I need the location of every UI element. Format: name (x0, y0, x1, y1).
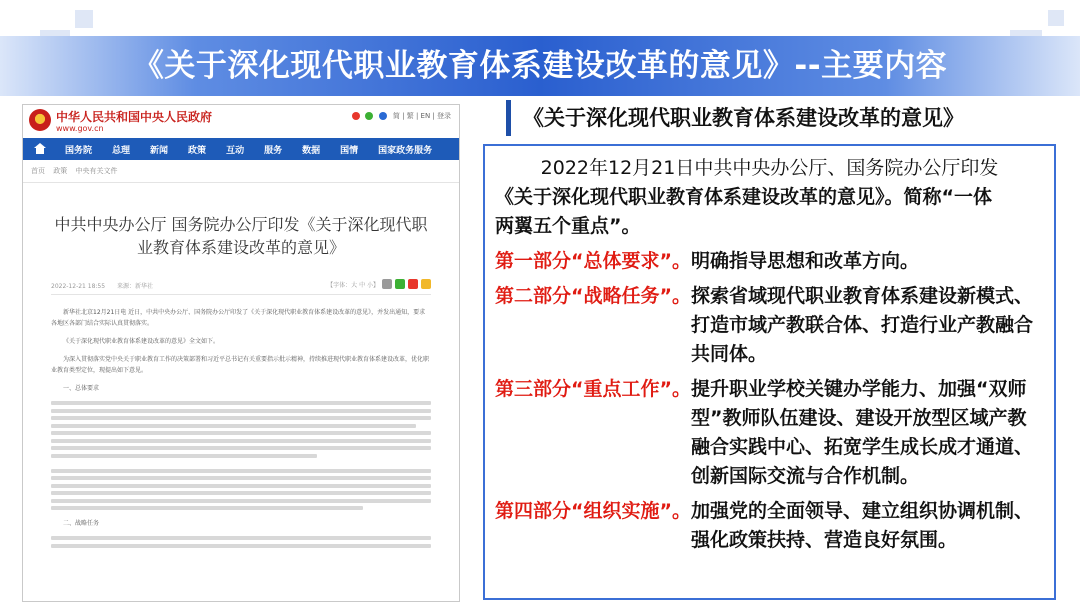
meta-source: 来源：新华社 (117, 283, 154, 290)
decor-square (75, 10, 93, 28)
part-label: 第二部分“战略任务”。 (495, 285, 691, 307)
nav-item[interactable]: 服务 (264, 145, 283, 156)
part-text: 探索省域现代职业教育体系建设新模式、打造市域产教联合体、打造行业产教融合共同体。 (690, 285, 1033, 365)
print-icon[interactable] (382, 279, 392, 289)
summary-part-1 (495, 247, 1044, 276)
weibo-share-icon[interactable] (408, 279, 418, 289)
summary-heading: 《关于深化现代职业教育体系建设改革的意见》 (506, 100, 964, 136)
part-label: 第三部分“重点工作”。 (495, 378, 691, 400)
article-section-heading: 一、总体要求 (63, 385, 100, 392)
meta-date: 2022-12-21 18:55 (51, 283, 106, 290)
breadcrumb-item[interactable]: 中央有关文件 (75, 167, 118, 175)
part-text: 加强党的全面领导、建立组织协调机制、强化政策扶持、营造良好氛围。 (690, 500, 1033, 551)
meta-info (51, 281, 153, 290)
intro-line: 两翼五个重点”。 (495, 215, 641, 237)
font-size-control[interactable]: 【字体：大 中 小】 (327, 281, 379, 289)
nav-item[interactable]: 国情 (340, 145, 359, 156)
part-text: 明确指导思想和改革方向。 (690, 250, 919, 272)
intro-line: 2022年12月21日中共中央办公厅、国务院办公厅印发 (540, 157, 999, 179)
weibo-icon[interactable] (352, 112, 360, 120)
site-url[interactable]: www.gov.cn (56, 124, 104, 133)
breadcrumb (23, 160, 459, 183)
nav-item[interactable]: 互动 (226, 145, 245, 156)
nav-item[interactable]: 国务院 (65, 145, 93, 156)
part-label: 第一部分“总体要求”。 (495, 250, 691, 272)
wechat-share-icon[interactable] (395, 279, 405, 289)
wechat-icon[interactable] (365, 112, 373, 120)
nav-item[interactable]: 新闻 (150, 145, 169, 156)
article-meta (51, 277, 431, 295)
article-text-lines (51, 401, 431, 510)
main-nav (23, 138, 459, 160)
article-text-lines (51, 536, 431, 548)
nav-item[interactable]: 总理 (112, 145, 131, 156)
article-title: 中共中央办公厅 国务院办公厅印发《关于深化现代职业教育体系建设改革的意见》 (54, 215, 428, 257)
national-emblem-icon (29, 109, 51, 131)
app-icon[interactable] (379, 112, 387, 120)
summary-part-4 (495, 497, 1044, 555)
article-paragraph: 为深入贯彻落实党中央关于职业教育工作的决策部署和习近平总书记有关重要指示批示精神，持续推进现代职业教育体系建设改革，优化职业教育类型定位，现提出如下意见。 (51, 356, 430, 374)
summary-intro (495, 154, 1044, 241)
article-body (51, 307, 431, 548)
decor-square (1048, 10, 1064, 26)
website-screenshot (22, 104, 460, 602)
home-icon[interactable] (23, 138, 55, 160)
site-header (23, 105, 459, 138)
nav-item[interactable]: 国家政务服务 (378, 145, 433, 156)
nav-item[interactable]: 政策 (188, 145, 207, 156)
article-paragraph: 《关于深化现代职业教育体系建设改革的意见》全文如下。 (63, 338, 220, 345)
slide-title: 《关于深化现代职业教育体系建设改革的意见》--主要内容 (132, 48, 948, 84)
intro-line: 《关于深化现代职业教育体系建设改革的意见》。简称“一体 (495, 186, 992, 208)
summary-part-2 (495, 282, 1044, 369)
site-name: 中华人民共和国中央人民政府 (56, 110, 213, 124)
site-toolbar (349, 111, 451, 121)
title-banner (0, 36, 1080, 96)
nav-item[interactable]: 数据 (302, 145, 321, 156)
breadcrumb-item[interactable]: 政策 (53, 167, 68, 175)
article-section-heading: 二、战略任务 (63, 520, 100, 527)
language-links[interactable]: 简 | 繁 | EN | 登录 (392, 112, 451, 120)
summary-box (483, 144, 1056, 600)
qzone-share-icon[interactable] (421, 279, 431, 289)
summary-part-3 (495, 375, 1044, 491)
breadcrumb-item[interactable]: 首页 (31, 167, 45, 175)
part-label: 第四部分“组织实施”。 (495, 500, 691, 522)
meta-tools (327, 279, 431, 289)
article-paragraph: 新华社北京12月21日电 近日，中共中央办公厅、国务院办公厅印发了《关于深化现代职业教育体系建设改革的意见》，并发出通知，要求各地区各部门结合实际认真贯彻落实。 (51, 309, 426, 327)
part-text: 提升职业学校关键办学能力、加强“双师型”教师队伍建设、建设开放型区域产教融合实践中心、拓宽学生成长成才通道、创新国际交流与合作机制。 (690, 378, 1033, 487)
